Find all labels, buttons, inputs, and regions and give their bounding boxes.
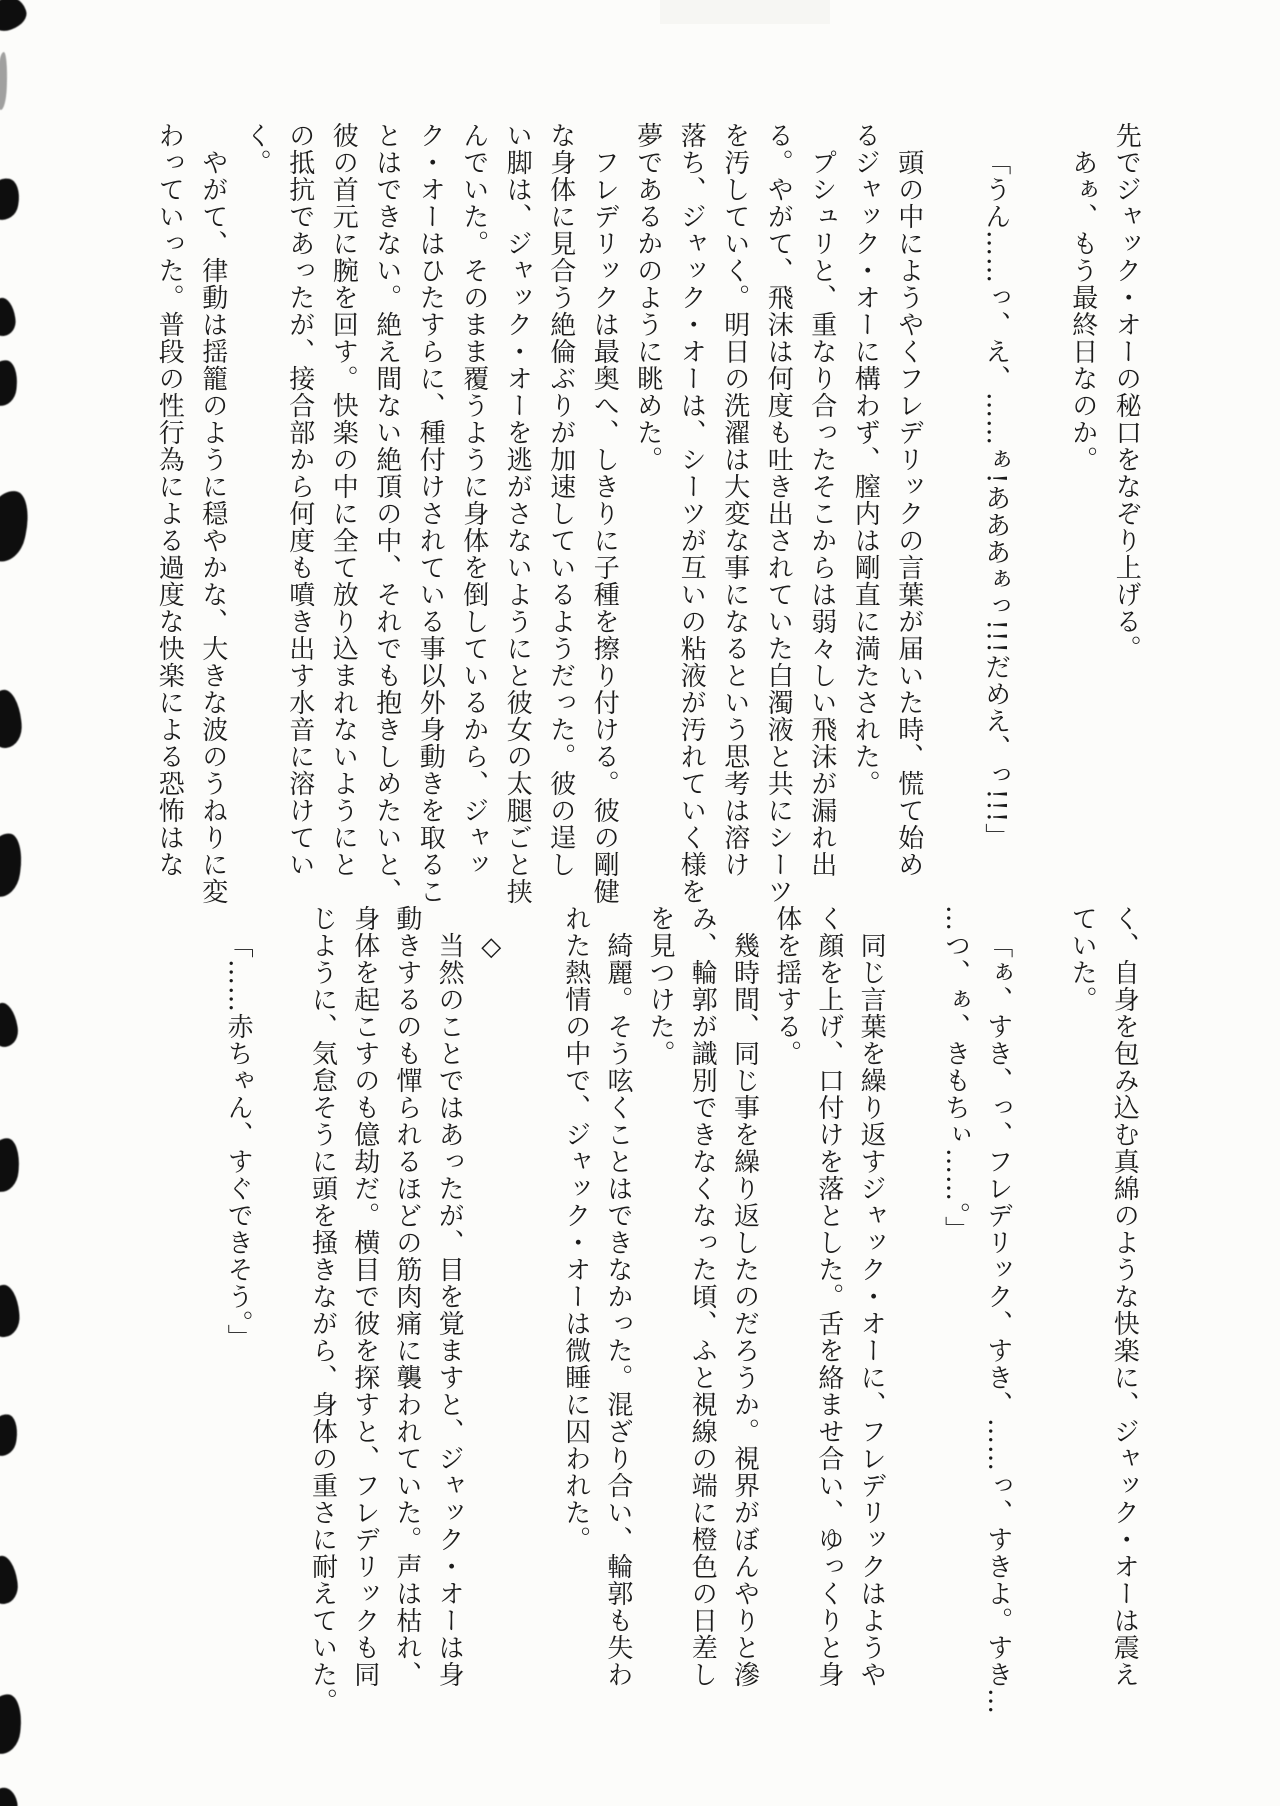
scan-artifact-blob: [0, 1137, 21, 1194]
scan-artifact-blob: [0, 176, 22, 223]
text-column: れた熱情の中で、ジャック・オーは微睡に囚われた。: [560, 905, 591, 1553]
scan-artifact-blob: [0, 1785, 20, 1806]
scan-artifact-blob: [0, 688, 24, 749]
text-column: 同じ言葉を繰り返すジャック・オーに、フレデリックはようや: [856, 932, 887, 1688]
text-column: い脚は、ジャック・オーを逃がさないようにと彼女の太腿ごと挟: [502, 122, 533, 905]
text-column: わっていった。普段の性行為による過度な快楽による恐怖はな: [154, 122, 185, 878]
scan-artifact-blob: [0, 1284, 21, 1339]
text-column: 綺麗。そう呟くことはできなかった。混ざり合い、輪郭も失わ: [602, 932, 633, 1688]
text-column: 体を揺する。: [771, 905, 802, 1067]
text-column: ク・オーはひたすらに、種付けされている事以外身動きを取るこ: [415, 122, 446, 905]
text-column: とはできない。絶え間ない絶頂の中、それでも抱きしめたいと、: [371, 122, 402, 905]
text-column: …つ、ぁ、きもちぃ……。」: [940, 905, 971, 1243]
scan-smudge: [660, 0, 830, 24]
text-column: るジャック・オーに構わず、膣内は剛直に満たされた。: [850, 122, 881, 797]
text-column: 落ち、ジャック・オーは、シーツが互いの粘液が汚れていく様を: [676, 122, 707, 905]
scan-artifact-blob: [0, 1692, 24, 1755]
scan-artifact-blob: [0, 831, 25, 899]
text-column: プシュリと、重なり合ったそこからは弱々しい飛沫が漏れ出: [806, 149, 837, 878]
scan-artifact-blob: [0, 1554, 20, 1606]
text-column: 「ぁ、すき、っ、フレデリック、すき、……っ、すきよ。すき…: [982, 932, 1013, 1715]
text-column: 先でジャック・オーの秘口をなぞり上げる。: [1111, 122, 1142, 662]
scan-artifact-blob: [0, 1001, 21, 1049]
text-column: 頭の中にようやくフレデリックの言葉が届いた時、慌て始め: [893, 149, 924, 878]
text-column: 身体を起こすのも億劫だ。横目で彼を探すと、フレデリックも同: [349, 905, 380, 1688]
text-column: 「……赤ちゃん、すぐできそう。」: [223, 932, 254, 1351]
text-column: み、輪郭が識別できなくなった頃、ふと視線の端に橙色の日差し: [687, 905, 718, 1688]
scan-artifact-blob: [0, 359, 19, 408]
text-column: じように、気怠そうに頭を掻きながら、身体の重さに耐えていた。: [307, 905, 338, 1715]
text-column: 「うん……っ、え、……ぁ!あああぁっ!!!だめえ、っ!!!」: [980, 149, 1011, 851]
text-column: 彼の首元に腕を回す。快楽の中に全て放り込まれないようにと: [328, 122, 359, 878]
text-column: を見つけた。: [645, 905, 676, 1067]
text-column: 幾時間、同じ事を繰り返したのだろうか。視界がぼんやりと滲: [729, 932, 760, 1688]
text-column: ていた。: [1067, 905, 1098, 1013]
text-column: フレデリックは最奥へ、しきりに子種を擦り付ける。彼の剛健: [589, 149, 620, 905]
text-column: 動きするのも憚られるほどの筋肉痛に襲われていた。声は枯れ、: [391, 905, 422, 1688]
text-column: あぁ、もう最終日なのか。: [1067, 149, 1098, 473]
text-column: の抵抗であったが、接合部から何度も噴き出す水音に溶けてい: [284, 122, 315, 878]
text-column: く、自身を包み込む真綿のような快楽に、ジャック・オーは震え: [1109, 905, 1140, 1688]
text-column: やがて、律動は揺籠のように穏やかな、大きな波のうねりに変: [197, 149, 228, 905]
text-column: んでいた。そのまま覆うように身体を倒しているから、ジャッ: [458, 122, 489, 878]
text-column: 当然のことではあったが、目を覚ますと、ジャック・オーは身: [434, 932, 465, 1688]
scan-artifact-blob: [0, 0, 30, 36]
scan-artifact-blob: [0, 1412, 20, 1457]
text-column: く顔を上げ、口付けを落とした。舌を絡ませ合い、ゆっくりと身: [813, 905, 844, 1688]
text-column: な身体に見合う絶倫ぶりが加速しているようだった。彼の逞し: [545, 122, 576, 878]
scan-artifact-blob: [0, 486, 34, 565]
text-column: を汚していく。明日の洗濯は大変な事になるという思考は溶け: [719, 122, 750, 878]
text-column: く。: [241, 122, 272, 176]
scan-artifact-blob: [0, 52, 8, 110]
scan-artifact-blob: [0, 296, 18, 337]
text-column: 夢であるかのように眺めた。: [632, 122, 663, 473]
text-column: る。やがて、飛沫は何度も吐き出されていた白濁液と共にシーツ: [763, 122, 794, 905]
section-divider: ◇: [476, 932, 507, 963]
